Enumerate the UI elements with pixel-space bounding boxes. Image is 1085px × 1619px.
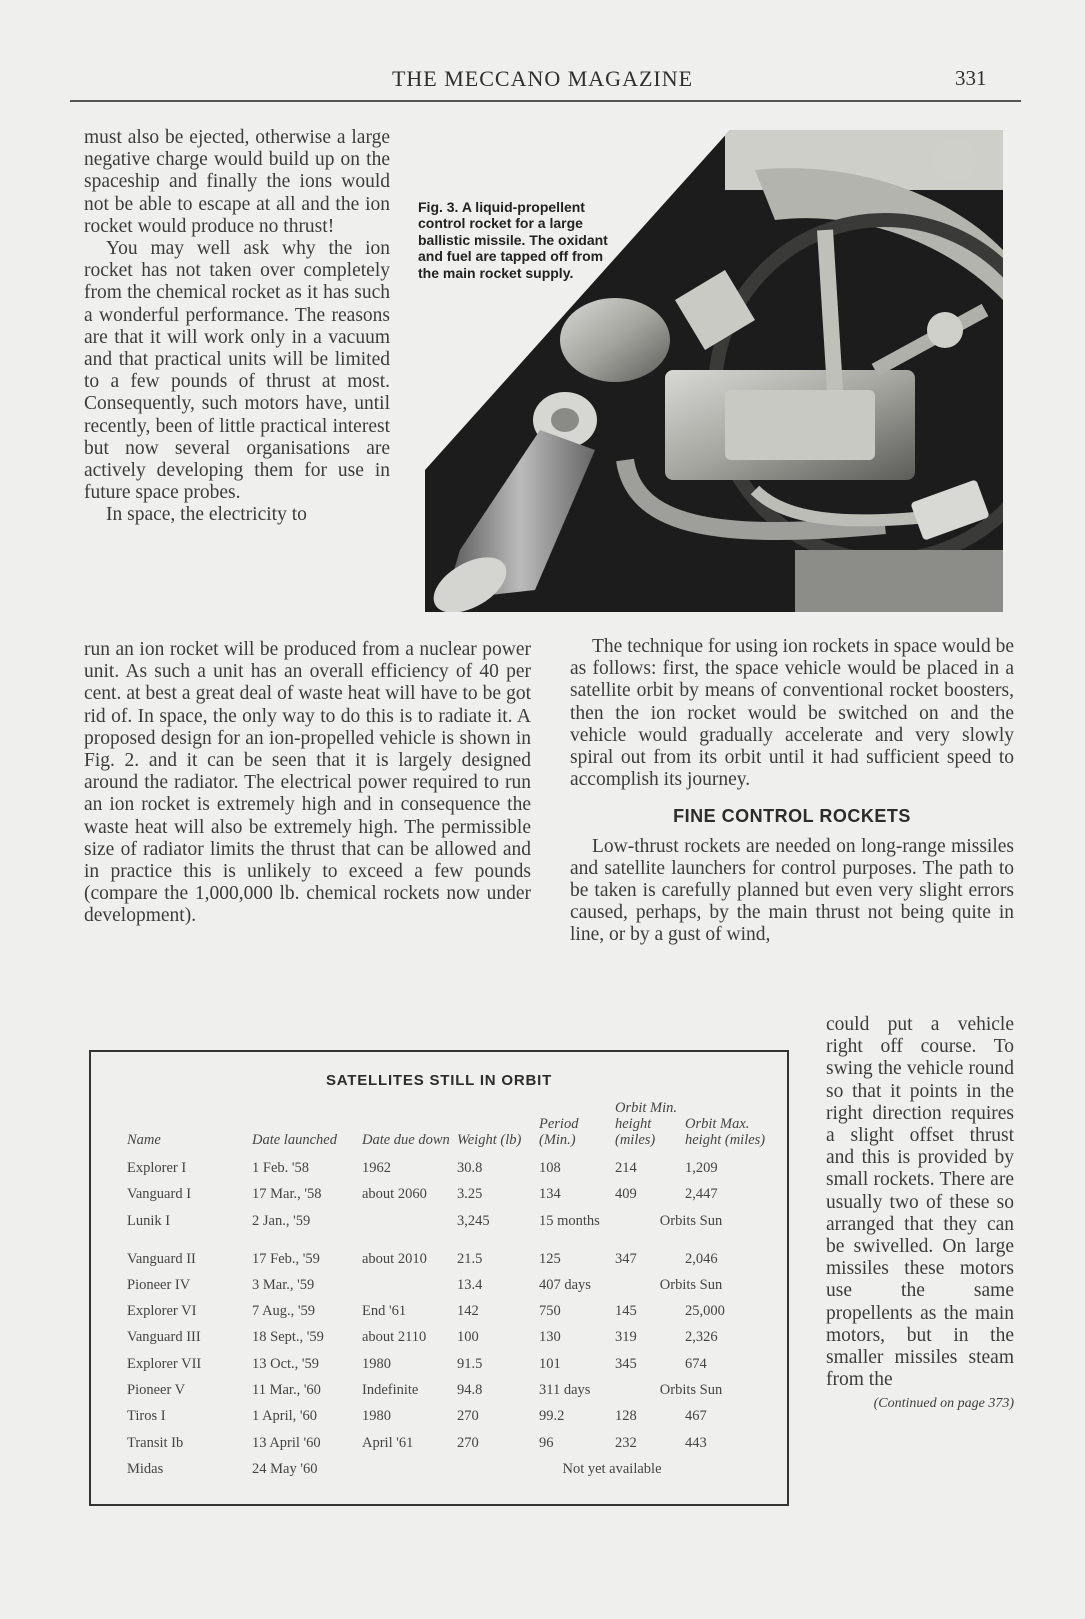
cell-period: 311 days — [539, 1382, 591, 1399]
paragraph: could put a vehicle right off course. To swing the vehicle round so that it points in the right direction requires a slight offset thrust and this is provided by small rockets. There are usually two of these so arranged that they can be swivelled. On large missiles these motors use the same propellents as the main motors, but in the smaller missiles steam from the — [826, 1014, 1014, 1391]
page-number: 331 — [955, 66, 987, 90]
cell-launched: 13 April '60 — [252, 1434, 321, 1451]
cell-weight: 142 — [457, 1303, 479, 1320]
table-row — [127, 1461, 767, 1487]
table-header-row — [127, 1100, 767, 1160]
col-header-down: Date due down — [362, 1132, 450, 1148]
column-1-top — [84, 127, 390, 527]
cell-min: 232 — [615, 1434, 637, 1451]
paragraph: must also be ejected, otherwise a large negative charge would build up on the spaceship and finally the ions would not be able to escape at all and the ion rocket would produce no thrust! — [84, 127, 390, 237]
section-heading: FINE CONTROL ROCKETS — [673, 806, 911, 827]
cell-weight: 270 — [457, 1434, 479, 1451]
cell-period: 125 — [539, 1250, 561, 1267]
cell-min: 145 — [615, 1303, 637, 1320]
column-2-narrow — [826, 1014, 1014, 1416]
cell-max: 443 — [685, 1434, 707, 1451]
table-row — [127, 1186, 767, 1212]
cell-weight: 270 — [457, 1408, 479, 1425]
cell-name: Vanguard I — [127, 1186, 192, 1203]
cell-down: End '61 — [362, 1303, 407, 1320]
satellites-table-box — [89, 1050, 789, 1506]
column-1-bottom — [84, 639, 531, 928]
cell-down: 1980 — [362, 1408, 391, 1425]
cell-down: 1962 — [362, 1160, 391, 1176]
cell-period: 15 months — [539, 1212, 600, 1229]
paragraph: The technique for using ion rockets in space would be as follows: first, the space vehicle would be placed in a satellite orbit by means of conventional rocket boosters, then the ion rocket would be switched on and the vehicle would gradually accelerate and very slowly spiral out from its orbit until it had sufficient speed to accomplish its journey. — [570, 636, 1014, 791]
continued-note: (Continued on page 373) — [873, 1396, 1014, 1412]
cell-name: Lunik I — [127, 1212, 171, 1229]
cell-period: 130 — [539, 1329, 561, 1346]
cell-name: Vanguard III — [127, 1329, 201, 1346]
cell-weight: 13.4 — [457, 1276, 483, 1293]
cell-weight: 30.8 — [457, 1160, 483, 1176]
cell-weight: 3.25 — [457, 1186, 483, 1203]
cell-min: 214 — [615, 1160, 637, 1176]
cell-name: Explorer VI — [127, 1303, 197, 1320]
table-row — [127, 1251, 767, 1277]
cell-launched: 17 Feb., '59 — [252, 1250, 320, 1267]
cell-down: about 2010 — [362, 1250, 427, 1267]
col-header-launched: Date launched — [252, 1132, 337, 1148]
cell-max: 467 — [685, 1408, 707, 1425]
cell-launched: 7 Aug., '59 — [252, 1303, 316, 1320]
cell-weight: 21.5 — [457, 1250, 483, 1267]
cell-name: Tiros I — [127, 1408, 166, 1425]
cell-launched: 13 Oct., '59 — [252, 1355, 320, 1372]
cell-weight: 91.5 — [457, 1355, 483, 1372]
cell-weight: 100 — [457, 1329, 479, 1346]
table-row — [127, 1160, 767, 1186]
cell-min: 128 — [615, 1408, 637, 1425]
cell-period: 96 — [539, 1434, 554, 1451]
cell-name: Transit Ib — [127, 1434, 184, 1451]
cell-name: Explorer I — [127, 1160, 187, 1176]
cell-launched: 17 Mar., '58 — [252, 1186, 322, 1203]
paragraph: In space, the electricity to — [106, 504, 307, 526]
paragraph: run an ion rocket will be produced from a nuclear power unit. As such a unit has an overall efficiency of 40 per cent. at best a great deal of waste heat will have to be got rid of. In space, the only way to do this is to radiate it. A proposed design for an ion-propelled vehicle is shown in Fig. 2. and it can be seen that it is largely designed around the radiator. The electrical power required to run an ion rocket is extremely high and in consequence the waste heat will also be extremely high. The permissible size of radiator limits the thrust that can be allowed and in practice this is unlikely to exceed a few pounds (compare the 1,000,000 lb. chemical rockets now under development). — [84, 639, 531, 927]
cell-name: Pioneer IV — [127, 1276, 191, 1293]
cell-launched: 3 Mar., '59 — [252, 1276, 315, 1293]
cell-period: 108 — [539, 1160, 561, 1176]
cell-weight: 3,245 — [457, 1212, 490, 1229]
cell-min: 319 — [615, 1329, 637, 1346]
table-row — [127, 1356, 767, 1382]
cell-down: about 2110 — [362, 1329, 427, 1346]
col-header-name: Name — [127, 1132, 161, 1148]
header-rule — [70, 100, 1021, 102]
table-row — [127, 1303, 767, 1329]
cell-orbit-note: Orbits Sun — [659, 1276, 723, 1293]
cell-down: April '61 — [362, 1434, 414, 1451]
cell-min: 347 — [615, 1250, 637, 1267]
cell-name: Vanguard II — [127, 1250, 196, 1267]
paragraph: Low-thrust rockets are needed on long-range missiles and satellite launchers for control purposes. The path to be taken is carefully planned but even very slight errors caused, perhaps, by the main thrust not being quite in line, or by a gust of wind, — [570, 835, 1014, 946]
cell-orbit-note: Orbits Sun — [659, 1382, 723, 1399]
cell-max: 2,046 — [685, 1250, 718, 1267]
cell-name: Pioneer V — [127, 1382, 186, 1399]
figure-caption: Fig. 3. A liquid-propellent control rocket for a large ballistic missile. The oxidant and fuel are tapped off from the main rocket supply. — [418, 199, 608, 281]
cell-max: 674 — [685, 1355, 707, 1372]
cell-launched: 1 April, '60 — [252, 1408, 318, 1425]
cell-period: 99.2 — [539, 1408, 565, 1425]
cell-min: 409 — [615, 1186, 637, 1203]
table-title: SATELLITES STILL IN ORBIT — [325, 1072, 553, 1089]
column-2 — [570, 636, 1014, 947]
cell-launched: 18 Sept., '59 — [252, 1329, 324, 1346]
table-row — [127, 1408, 767, 1434]
cell-period: 134 — [539, 1186, 561, 1203]
running-header: THE MECCANO MAGAZINE — [391, 66, 694, 91]
cell-orbit-note: Orbits Sun — [659, 1212, 723, 1229]
cell-down: 1980 — [362, 1355, 391, 1372]
paragraph: You may well ask why the ion rocket has not taken over completely from the chemical rocket as it has such a wonderful performance. The reasons are that it will work only in a vacuum and that practical units will be limited to a few pounds of thrust at most. Consequently, such motors have, until recently, been of little practical interest but now several organisations are actively developing them for use in future space probes. — [84, 238, 390, 504]
cell-down — [362, 1461, 457, 1487]
cell-max: 2,447 — [685, 1186, 718, 1203]
cell-down: about 2060 — [362, 1186, 427, 1203]
table-row — [127, 1382, 767, 1408]
cell-not-available: Not yet available — [562, 1460, 662, 1477]
cell-weight: 94.8 — [457, 1382, 483, 1399]
cell-down — [362, 1213, 457, 1251]
cell-down: Indefinite — [362, 1382, 419, 1399]
cell-launched: 24 May '60 — [252, 1460, 318, 1477]
cell-min: 345 — [615, 1355, 637, 1372]
table-row — [127, 1435, 767, 1461]
cell-period: 750 — [539, 1303, 561, 1320]
cell-launched: 1 Feb. '58 — [252, 1160, 309, 1176]
cell-period: 101 — [539, 1355, 561, 1372]
table-row — [127, 1213, 767, 1251]
cell-name: Midas — [127, 1460, 164, 1477]
cell-down — [362, 1277, 457, 1303]
cell-max: 25,000 — [685, 1303, 725, 1320]
table-row — [127, 1277, 767, 1303]
table-row — [127, 1329, 767, 1355]
cell-max: 2,326 — [685, 1329, 718, 1346]
col-header-min-height: Orbit Min. height (miles) — [615, 1100, 678, 1148]
col-header-max-height: Orbit Max. height (miles) — [685, 1116, 766, 1148]
cell-launched: 11 Mar., '60 — [252, 1382, 321, 1399]
cell-max: 1,209 — [685, 1160, 718, 1176]
col-header-weight: Weight (lb) — [457, 1132, 522, 1148]
cell-launched: 2 Jan., '59 — [252, 1212, 311, 1229]
cell-period: 407 days — [539, 1276, 591, 1293]
satellites-table — [127, 1100, 767, 1487]
cell-name: Explorer VII — [127, 1355, 202, 1372]
col-header-period: Period (Min.) — [539, 1116, 579, 1148]
